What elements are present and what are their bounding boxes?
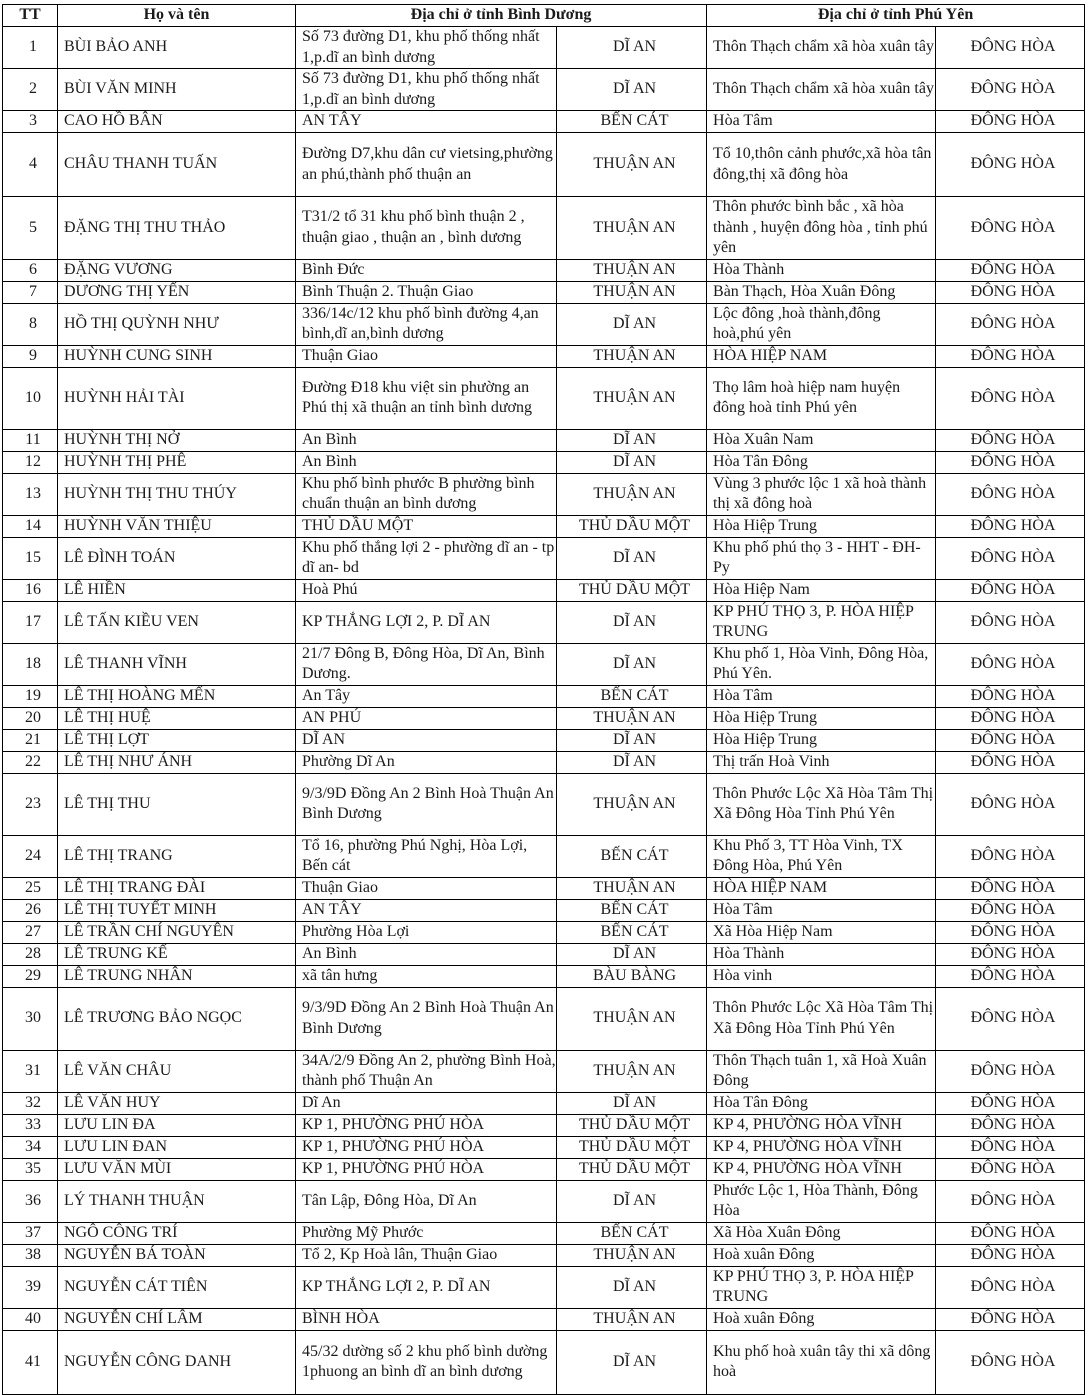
cell-binh-duong-district: DĨ AN (557, 537, 707, 579)
cell-phu-yen-district: ĐÔNG HÒA (936, 1180, 1085, 1222)
table-row (3, 943, 1085, 965)
table-row (3, 1136, 1085, 1158)
cell-phu-yen-address: Thôn Phước Lộc Xã Hòa Tâm Thị Xã Đông Hòa Tỉnh Phú Yên (707, 987, 936, 1050)
cell-name: HUỲNH CUNG SINH (58, 345, 296, 367)
table-row (3, 1330, 1085, 1394)
cell-name: LÊ VĂN CHÂU (58, 1050, 296, 1092)
cell-tt: 7 (3, 281, 58, 303)
cell-phu-yen-district: ĐÔNG HÒA (936, 987, 1085, 1050)
cell-name: LÊ TRUNG NHÂN (58, 965, 296, 987)
cell-phu-yen-address: Khu phố hoà xuân tây thi xã dông hoà (707, 1330, 936, 1394)
cell-phu-yen-address: Xã Hòa Hiệp Nam (707, 921, 936, 943)
table-row (3, 1308, 1085, 1330)
table-row (3, 643, 1085, 685)
table-row (3, 579, 1085, 601)
cell-binh-duong-district: BẾN CÁT (557, 899, 707, 921)
cell-phu-yen-district: ĐÔNG HÒA (936, 345, 1085, 367)
cell-name: LÊ THỊ TRANG ĐÀI (58, 877, 296, 899)
cell-phu-yen-address: Phước Lộc 1, Hòa Thành, Đông Hòa (707, 1180, 936, 1222)
cell-tt: 1 (3, 27, 58, 69)
table-row (3, 473, 1085, 515)
cell-binh-duong-address: Phường Mỹ Phước (296, 1222, 557, 1244)
cell-binh-duong-district: DĨ AN (557, 429, 707, 451)
cell-tt: 9 (3, 345, 58, 367)
cell-binh-duong-district: DĨ AN (557, 1330, 707, 1394)
table-row (3, 69, 1085, 111)
cell-binh-duong-address: Tổ 16, phường Phú Nghị, Hòa Lợi, Bến cát (296, 835, 557, 877)
cell-tt: 36 (3, 1180, 58, 1222)
cell-binh-duong-district: DĨ AN (557, 601, 707, 643)
cell-binh-duong-address: Số 73 đường D1, khu phố thống nhất 1,p.dĩ an bình dương (296, 27, 557, 69)
cell-tt: 38 (3, 1244, 58, 1266)
cell-name: NGUYỄN CHÍ LÂM (58, 1308, 296, 1330)
cell-name: LÊ HIỀN (58, 579, 296, 601)
cell-binh-duong-district: THUẬN AN (557, 987, 707, 1050)
residents-address-table (2, 4, 1085, 1395)
cell-phu-yen-district: ĐÔNG HÒA (936, 1050, 1085, 1092)
cell-name: LÊ THỊ HUỆ (58, 707, 296, 729)
cell-tt: 18 (3, 643, 58, 685)
cell-name: LÊ THỊ TUYẾT MINH (58, 899, 296, 921)
cell-binh-duong-address: DĨ AN (296, 729, 557, 751)
cell-name: LÊ TRƯƠNG BẢO NGỌC (58, 987, 296, 1050)
cell-phu-yen-address: Hòa Tâm (707, 685, 936, 707)
header-binh-duong-address: Địa chỉ ở tỉnh Bình Dương (296, 5, 707, 27)
cell-tt: 26 (3, 899, 58, 921)
cell-phu-yen-district: ĐÔNG HÒA (936, 197, 1085, 260)
cell-binh-duong-district: THUẬN AN (557, 367, 707, 429)
cell-binh-duong-address: KP 1, PHƯỜNG PHÚ HÒA (296, 1114, 557, 1136)
cell-binh-duong-address: Đường Đ18 khu việt sin phường an Phú thị xã thuận an tỉnh bình dương (296, 367, 557, 429)
header-name: Họ và tên (58, 5, 296, 27)
cell-phu-yen-district: ĐÔNG HÒA (936, 601, 1085, 643)
table-row (3, 259, 1085, 281)
cell-tt: 6 (3, 259, 58, 281)
cell-binh-duong-address: Thuận Giao (296, 345, 557, 367)
cell-binh-duong-address: KP 1, PHƯỜNG PHÚ HÒA (296, 1158, 557, 1180)
cell-tt: 40 (3, 1308, 58, 1330)
header-tt: TT (3, 5, 58, 27)
cell-phu-yen-address: Hòa Hiệp Trung (707, 729, 936, 751)
table-row (3, 451, 1085, 473)
cell-tt: 28 (3, 943, 58, 965)
cell-phu-yen-district: ĐÔNG HÒA (936, 751, 1085, 773)
cell-name: HỒ THỊ QUỲNH NHƯ (58, 303, 296, 345)
cell-tt: 30 (3, 987, 58, 1050)
cell-binh-duong-address: KP 1, PHƯỜNG PHÚ HÒA (296, 1136, 557, 1158)
cell-phu-yen-address: Khu Phố 3, TT Hòa Vinh, TX Đông Hòa, Phú Yên (707, 835, 936, 877)
cell-phu-yen-district: ĐÔNG HÒA (936, 1092, 1085, 1114)
cell-name: NGUYỄN CÔNG DANH (58, 1330, 296, 1394)
table-row (3, 1266, 1085, 1308)
cell-phu-yen-district: ĐÔNG HÒA (936, 1330, 1085, 1394)
table-row (3, 111, 1085, 133)
cell-phu-yen-district: ĐÔNG HÒA (936, 643, 1085, 685)
cell-binh-duong-district: THỦ DẦU MỘT (557, 515, 707, 537)
cell-phu-yen-address: Hòa Thành (707, 259, 936, 281)
cell-binh-duong-address: KP THẮNG LỢI 2, P. DĨ AN (296, 1266, 557, 1308)
cell-phu-yen-district: ĐÔNG HÒA (936, 773, 1085, 835)
cell-phu-yen-address: Hòa Xuân Nam (707, 429, 936, 451)
cell-name: LÊ VĂN HUY (58, 1092, 296, 1114)
cell-phu-yen-district: ĐÔNG HÒA (936, 367, 1085, 429)
cell-phu-yen-address: Xã Hòa Xuân Đông (707, 1222, 936, 1244)
cell-binh-duong-address: Bình Đức (296, 259, 557, 281)
cell-phu-yen-district: ĐÔNG HÒA (936, 515, 1085, 537)
cell-tt: 4 (3, 133, 58, 197)
cell-phu-yen-address: HÒA HIỆP NAM (707, 345, 936, 367)
cell-binh-duong-address: AN TÂY (296, 899, 557, 921)
cell-name: NGÔ CÔNG TRÍ (58, 1222, 296, 1244)
cell-binh-duong-address: Bình Thuận 2. Thuận Giao (296, 281, 557, 303)
table-row (3, 27, 1085, 69)
table-header-row (3, 5, 1085, 27)
cell-tt: 41 (3, 1330, 58, 1394)
cell-phu-yen-district: ĐÔNG HÒA (936, 685, 1085, 707)
cell-name: LÊ THỊ THU (58, 773, 296, 835)
cell-phu-yen-district: ĐÔNG HÒA (936, 111, 1085, 133)
cell-phu-yen-district: ĐÔNG HÒA (936, 429, 1085, 451)
cell-phu-yen-address: Hòa Tân Đông (707, 1092, 936, 1114)
cell-binh-duong-district: DĨ AN (557, 943, 707, 965)
table-body (3, 27, 1085, 1395)
cell-name: LÊ THỊ LỢT (58, 729, 296, 751)
cell-phu-yen-address: Hòa Hiệp Nam (707, 579, 936, 601)
cell-tt: 8 (3, 303, 58, 345)
cell-phu-yen-address: Thọ lâm hoà hiệp nam huyện đông hoà tỉnh Phú yên (707, 367, 936, 429)
cell-name: LƯU LIN ĐAN (58, 1136, 296, 1158)
cell-binh-duong-address: An Tây (296, 685, 557, 707)
cell-phu-yen-district: ĐÔNG HÒA (936, 1114, 1085, 1136)
cell-phu-yen-district: ĐÔNG HÒA (936, 579, 1085, 601)
cell-binh-duong-address: Khu phố bình phước B phường bình chuẩn thuận an bình dương (296, 473, 557, 515)
cell-name: DƯƠNG THỊ YẾN (58, 281, 296, 303)
cell-name: BÙI BẢO ANH (58, 27, 296, 69)
cell-tt: 22 (3, 751, 58, 773)
table-row (3, 1244, 1085, 1266)
cell-tt: 11 (3, 429, 58, 451)
cell-binh-duong-district: DĨ AN (557, 1180, 707, 1222)
cell-binh-duong-address: AN PHÚ (296, 707, 557, 729)
cell-tt: 14 (3, 515, 58, 537)
cell-tt: 31 (3, 1050, 58, 1092)
cell-phu-yen-address: Khu phố 1, Hòa Vinh, Đông Hòa, Phú Yên. (707, 643, 936, 685)
table-row (3, 751, 1085, 773)
cell-name: LÊ TRUNG KẾ (58, 943, 296, 965)
cell-phu-yen-district: ĐÔNG HÒA (936, 943, 1085, 965)
cell-binh-duong-district: THUẬN AN (557, 473, 707, 515)
cell-binh-duong-address: Thuận Giao (296, 877, 557, 899)
cell-binh-duong-address: THỦ DẦU MỘT (296, 515, 557, 537)
cell-tt: 17 (3, 601, 58, 643)
cell-binh-duong-district: DĨ AN (557, 751, 707, 773)
cell-binh-duong-address: Hoà Phú (296, 579, 557, 601)
cell-binh-duong-address: BÌNH HÒA (296, 1308, 557, 1330)
cell-tt: 37 (3, 1222, 58, 1244)
cell-name: LÊ THỊ NHƯ ÁNH (58, 751, 296, 773)
cell-phu-yen-address: Thôn phước bình bắc , xã hòa thành , huyện đông hòa , tỉnh phú yên (707, 197, 936, 260)
cell-phu-yen-address: Tổ 10,thôn cảnh phước,xã hòa tân đông,thị xã đông hòa (707, 133, 936, 197)
cell-tt: 34 (3, 1136, 58, 1158)
cell-phu-yen-address: Hòa Tâm (707, 111, 936, 133)
cell-phu-yen-district: ĐÔNG HÒA (936, 965, 1085, 987)
cell-binh-duong-address: Tân Lập, Đông Hòa, Dĩ An (296, 1180, 557, 1222)
cell-phu-yen-address: Thôn Phước Lộc Xã Hòa Tâm Thị Xã Đông Hòa Tỉnh Phú Yên (707, 773, 936, 835)
cell-phu-yen-address: Hòa Tâm (707, 899, 936, 921)
cell-phu-yen-district: ĐÔNG HÒA (936, 921, 1085, 943)
cell-binh-duong-district: BẾN CÁT (557, 1222, 707, 1244)
cell-binh-duong-district: THUẬN AN (557, 281, 707, 303)
cell-binh-duong-district: THUẬN AN (557, 877, 707, 899)
cell-binh-duong-district: THUẬN AN (557, 707, 707, 729)
cell-binh-duong-district: THỦ DẦU MỘT (557, 1136, 707, 1158)
cell-name: NGUYỄN CÁT TIÊN (58, 1266, 296, 1308)
cell-tt: 33 (3, 1114, 58, 1136)
cell-tt: 23 (3, 773, 58, 835)
cell-binh-duong-district: BÀU BÀNG (557, 965, 707, 987)
cell-binh-duong-district: BẾN CÁT (557, 111, 707, 133)
cell-binh-duong-district: THUẬN AN (557, 1244, 707, 1266)
cell-binh-duong-address: Số 73 đường D1, khu phố thống nhất 1,p.dĩ an bình dương (296, 69, 557, 111)
cell-binh-duong-address: Phường Hòa Lợi (296, 921, 557, 943)
cell-binh-duong-address: xã tân hưng (296, 965, 557, 987)
cell-binh-duong-district: THUẬN AN (557, 345, 707, 367)
cell-name: HUỲNH THỊ PHÊ (58, 451, 296, 473)
table-row (3, 515, 1085, 537)
table-row (3, 835, 1085, 877)
cell-binh-duong-district: THUẬN AN (557, 133, 707, 197)
table-row (3, 773, 1085, 835)
table-row (3, 303, 1085, 345)
cell-phu-yen-district: ĐÔNG HÒA (936, 27, 1085, 69)
cell-binh-duong-address: Khu phố thắng lợi 2 - phường dĩ an - tp dĩ an- bd (296, 537, 557, 579)
cell-binh-duong-address: AN TÂY (296, 111, 557, 133)
cell-phu-yen-district: ĐÔNG HÒA (936, 1222, 1085, 1244)
cell-binh-duong-address: 9/3/9D Đồng An 2 Bình Hoà Thuận An Bình Dương (296, 773, 557, 835)
cell-binh-duong-address: 336/14c/12 khu phố bình đường 4,an bình,dĩ an,bình dương (296, 303, 557, 345)
cell-tt: 35 (3, 1158, 58, 1180)
table-row (3, 1180, 1085, 1222)
cell-phu-yen-address: Khu phố phú thọ 3 - HHT - ĐH-Py (707, 537, 936, 579)
table-row (3, 1114, 1085, 1136)
table-row (3, 367, 1085, 429)
cell-phu-yen-district: ĐÔNG HÒA (936, 133, 1085, 197)
cell-phu-yen-district: ĐÔNG HÒA (936, 707, 1085, 729)
cell-binh-duong-district: THUẬN AN (557, 773, 707, 835)
cell-phu-yen-district: ĐÔNG HÒA (936, 1308, 1085, 1330)
cell-binh-duong-address: T31/2 tổ 31 khu phố bình thuận 2 , thuận giao , thuận an , bình dương (296, 197, 557, 260)
cell-phu-yen-district: ĐÔNG HÒA (936, 1244, 1085, 1266)
cell-phu-yen-address: Hòa vinh (707, 965, 936, 987)
table-row (3, 1222, 1085, 1244)
cell-name: ĐẶNG THỊ THU THẢO (58, 197, 296, 260)
cell-phu-yen-address: KP 4, PHƯỜNG HÒA VĨNH (707, 1114, 936, 1136)
cell-binh-duong-address: An Bình (296, 943, 557, 965)
cell-binh-duong-address: Đường D7,khu dân cư vietsing,phường an phú,thành phố thuận an (296, 133, 557, 197)
table-row (3, 1158, 1085, 1180)
cell-tt: 27 (3, 921, 58, 943)
table-row (3, 877, 1085, 899)
cell-tt: 5 (3, 197, 58, 260)
cell-phu-yen-district: ĐÔNG HÒA (936, 1158, 1085, 1180)
cell-binh-duong-district: DĨ AN (557, 1092, 707, 1114)
table-row (3, 707, 1085, 729)
cell-binh-duong-district: DĨ AN (557, 643, 707, 685)
cell-binh-duong-district: DĨ AN (557, 1266, 707, 1308)
table-row (3, 197, 1085, 260)
cell-binh-duong-district: THỦ DẦU MỘT (557, 1158, 707, 1180)
cell-phu-yen-district: ĐÔNG HÒA (936, 1136, 1085, 1158)
cell-binh-duong-address: Dĩ An (296, 1092, 557, 1114)
cell-binh-duong-address: KP THẮNG LỢI 2, P. DĨ AN (296, 601, 557, 643)
cell-binh-duong-address: 45/32 dường số 2 khu phố bình dường 1phuong an bình dĩ an bình dương (296, 1330, 557, 1394)
cell-tt: 19 (3, 685, 58, 707)
cell-binh-duong-address: 21/7 Đông B, Đông Hòa, Dĩ An, Bình Dương. (296, 643, 557, 685)
cell-tt: 21 (3, 729, 58, 751)
table-row (3, 1092, 1085, 1114)
cell-binh-duong-district: DĨ AN (557, 303, 707, 345)
cell-binh-duong-district: DĨ AN (557, 27, 707, 69)
cell-binh-duong-district: DĨ AN (557, 729, 707, 751)
cell-phu-yen-address: Hòa Hiệp Trung (707, 707, 936, 729)
cell-binh-duong-address: 9/3/9D Đồng An 2 Bình Hoà Thuận An Bình Dương (296, 987, 557, 1050)
cell-phu-yen-address: Hoà xuân Đông (707, 1308, 936, 1330)
cell-binh-duong-district: THỦ DẦU MỘT (557, 579, 707, 601)
cell-name: LÝ THANH THUẬN (58, 1180, 296, 1222)
cell-tt: 2 (3, 69, 58, 111)
cell-name: LÊ TẤN KIỀU VEN (58, 601, 296, 643)
cell-tt: 3 (3, 111, 58, 133)
cell-phu-yen-address: Thị trấn Hoà Vinh (707, 751, 936, 773)
cell-binh-duong-district: DĨ AN (557, 69, 707, 111)
header-phu-yen-address: Địa chỉ ở tỉnh Phú Yên (707, 5, 1085, 27)
cell-binh-duong-address: An Bình (296, 429, 557, 451)
table-row (3, 345, 1085, 367)
cell-phu-yen-district: ĐÔNG HÒA (936, 303, 1085, 345)
cell-binh-duong-district: THỦ DẦU MỘT (557, 1114, 707, 1136)
cell-phu-yen-address: Vùng 3 phước lộc 1 xã hoà thành thị xã đông hoà (707, 473, 936, 515)
cell-tt: 13 (3, 473, 58, 515)
cell-name: LƯU LIN ĐA (58, 1114, 296, 1136)
cell-name: HUỲNH HẢI TÀI (58, 367, 296, 429)
cell-phu-yen-address: KP PHÚ THỌ 3, P. HÒA HIỆP TRUNG (707, 1266, 936, 1308)
cell-tt: 20 (3, 707, 58, 729)
cell-phu-yen-address: Hoà xuân Đông (707, 1244, 936, 1266)
cell-phu-yen-district: ĐÔNG HÒA (936, 1266, 1085, 1308)
cell-tt: 12 (3, 451, 58, 473)
cell-phu-yen-address: Hòa Thành (707, 943, 936, 965)
cell-tt: 39 (3, 1266, 58, 1308)
cell-phu-yen-district: ĐÔNG HÒA (936, 473, 1085, 515)
cell-phu-yen-district: ĐÔNG HÒA (936, 281, 1085, 303)
table-row (3, 281, 1085, 303)
cell-tt: 24 (3, 835, 58, 877)
cell-phu-yen-district: ĐÔNG HÒA (936, 451, 1085, 473)
cell-phu-yen-address: Lộc đông ,hoà thành,đông hoà,phú yên (707, 303, 936, 345)
cell-binh-duong-district: DĨ AN (557, 451, 707, 473)
cell-tt: 32 (3, 1092, 58, 1114)
cell-phu-yen-address: HÒA HIỆP NAM (707, 877, 936, 899)
table-row (3, 429, 1085, 451)
cell-phu-yen-district: ĐÔNG HÒA (936, 537, 1085, 579)
cell-phu-yen-district: ĐÔNG HÒA (936, 835, 1085, 877)
cell-name: HUỲNH VĂN THIỆU (58, 515, 296, 537)
cell-tt: 29 (3, 965, 58, 987)
cell-phu-yen-address: Bàn Thạch, Hòa Xuân Đông (707, 281, 936, 303)
cell-name: BÙI VĂN MINH (58, 69, 296, 111)
table-row (3, 729, 1085, 751)
cell-binh-duong-district: BẾN CÁT (557, 921, 707, 943)
table-row (3, 537, 1085, 579)
cell-tt: 15 (3, 537, 58, 579)
cell-phu-yen-address: Hòa Tân Đông (707, 451, 936, 473)
cell-phu-yen-address: KP 4, PHƯỜNG HÒA VĨNH (707, 1136, 936, 1158)
cell-name: NGUYỄN BÁ TOÀN (58, 1244, 296, 1266)
cell-name: LÊ THỊ TRANG (58, 835, 296, 877)
cell-name: HUỲNH THỊ THU THÚY (58, 473, 296, 515)
cell-name: LƯU VĂN MÙI (58, 1158, 296, 1180)
cell-phu-yen-address: Hòa Hiệp Trung (707, 515, 936, 537)
cell-binh-duong-district: BẾN CÁT (557, 685, 707, 707)
cell-binh-duong-district: THUẬN AN (557, 1308, 707, 1330)
table-row (3, 921, 1085, 943)
cell-binh-duong-address: An Bình (296, 451, 557, 473)
table-row (3, 685, 1085, 707)
cell-name: CAO HỒ BÂN (58, 111, 296, 133)
cell-tt: 25 (3, 877, 58, 899)
cell-phu-yen-address: KP 4, PHƯỜNG HÒA VĨNH (707, 1158, 936, 1180)
cell-phu-yen-district: ĐÔNG HÒA (936, 877, 1085, 899)
cell-name: CHÂU THANH TUẤN (58, 133, 296, 197)
cell-name: LÊ ĐÌNH TOÁN (58, 537, 296, 579)
cell-name: ĐẶNG VƯƠNG (58, 259, 296, 281)
cell-binh-duong-district: THUẬN AN (557, 197, 707, 260)
cell-phu-yen-address: Thôn Thạch tuân 1, xã Hoà Xuân Đông (707, 1050, 936, 1092)
cell-name: LÊ TRẦN CHÍ NGUYÊN (58, 921, 296, 943)
cell-binh-duong-address: Phường Dĩ An (296, 751, 557, 773)
table-row (3, 987, 1085, 1050)
cell-tt: 10 (3, 367, 58, 429)
table-row (3, 965, 1085, 987)
cell-phu-yen-address: Thôn Thạch chẩm xã hòa xuân tây (707, 69, 936, 111)
cell-phu-yen-district: ĐÔNG HÒA (936, 69, 1085, 111)
cell-binh-duong-address: Tổ 2, Kp Hoà lân, Thuận Giao (296, 1244, 557, 1266)
cell-binh-duong-district: THUẬN AN (557, 1050, 707, 1092)
cell-phu-yen-address: Thôn Thạch chẩm xã hòa xuân tây (707, 27, 936, 69)
cell-phu-yen-district: ĐÔNG HÒA (936, 899, 1085, 921)
table-row (3, 133, 1085, 197)
cell-binh-duong-district: THUẬN AN (557, 259, 707, 281)
cell-name: LÊ THANH VĨNH (58, 643, 296, 685)
cell-binh-duong-district: BẾN CÁT (557, 835, 707, 877)
table-row (3, 1050, 1085, 1092)
cell-tt: 16 (3, 579, 58, 601)
table-row (3, 899, 1085, 921)
table-row (3, 601, 1085, 643)
cell-phu-yen-district: ĐÔNG HÒA (936, 729, 1085, 751)
cell-name: LÊ THỊ HOÀNG MẾN (58, 685, 296, 707)
cell-phu-yen-address: KP PHÚ THỌ 3, P. HÒA HIỆP TRUNG (707, 601, 936, 643)
cell-phu-yen-district: ĐÔNG HÒA (936, 259, 1085, 281)
cell-name: HUỲNH THỊ NỞ (58, 429, 296, 451)
cell-binh-duong-address: 34A/2/9 Đồng An 2, phường Bình Hoà, thành phố Thuận An (296, 1050, 557, 1092)
